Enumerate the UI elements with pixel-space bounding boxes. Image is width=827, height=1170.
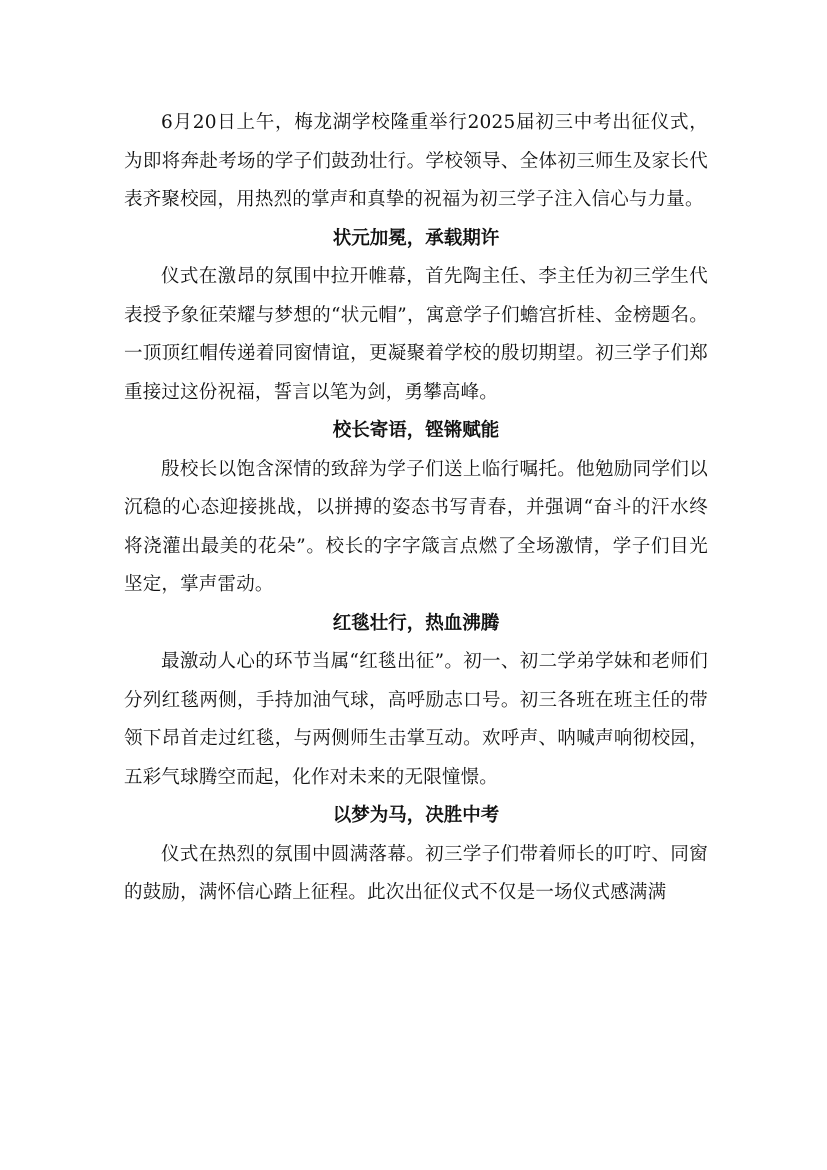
section-heading-4: 以梦为马，决胜中考 <box>332 805 500 826</box>
intro-paragraph: 6月20日上午，梅龙湖学校隆重举行2025届初三中考出征仪式，为即将奔赴考场的学子们鼓劲壮行。学校领导、全体初三师生及家长代表齐聚校园，用热烈的掌声和真挚的祝福为初三学子注入信心与力量。 <box>124 112 708 210</box>
section-heading-2: 校长寄语，铿锵赋能 <box>332 420 500 441</box>
section-body-3: 最激动人心的环节当属“红毯出征”。初一、初二学弟学妹和老师们分列红毯两侧，手持加油气球，高呼励志口号。初三各班在班主任的带领下昂首走过红毯，与两侧师生击掌互动。欢呼声、呐喊声响彻校园，五彩气球腾空而起，化作对未来的无限憧憬。 <box>124 651 708 788</box>
document-page <box>124 104 708 913</box>
section-heading-3: 红毯壮行，热血沸腾 <box>332 612 500 634</box>
section-heading-1: 状元加冕，承载期许 <box>332 227 500 249</box>
section-body-1: 仪式在激昂的氛围中拉开帷幕，首先陶主任、李主任为初三学生代表授予象征荣耀与梦想的“状元帽”，寓意学子们蟾宫折桂、金榜题名。一顶顶红帽传递着同窗情谊，更凝聚着学校的殷切期望。初三学子们郑重接过这份祝福，誓言以笔为剑，勇攀高峰。 <box>124 266 708 403</box>
section-body-2: 殷校长以饱含深情的致辞为学子们送上临行嘱托。他勉励同学们以沉稳的心态迎接挑战，以拼搏的姿态书写青春，并强调“奋斗的汗水终将浇灌出最美的花朵”。校长的字字箴言点燃了全场激情，学子们目光坚定，掌声雷动。 <box>124 458 708 595</box>
section-body-4: 仪式在热烈的氛围中圆满落幕。初三学子们带着师长的叮咛、同窗的鼓励，满怀信心踏上征程。此次出征仪式不仅是一场仪式感满满 <box>124 843 708 903</box>
